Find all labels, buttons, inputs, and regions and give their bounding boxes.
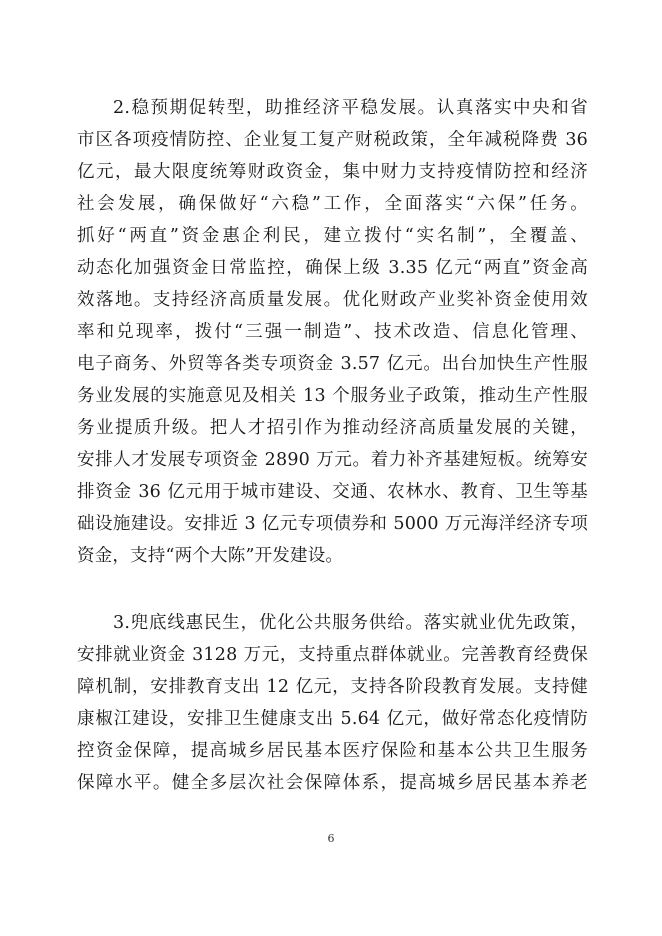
text-line: 抓好“两直”资金惠企利民，建立拨付“实名制”，全覆盖、 bbox=[77, 226, 588, 246]
text-line: 安排就业资金 3128 万元，支持重点群体就业。完善教育经费保 bbox=[77, 645, 588, 665]
text-line: 2.稳预期促转型，助推经济平稳发展。认真落实中央和省 bbox=[113, 98, 588, 118]
text-line: 资金，支持“两个大陈”开发建设。 bbox=[77, 546, 344, 566]
text-line: 务业发展的实施意见及相关 13 个服务业子政策，推动生产性服 bbox=[77, 386, 588, 406]
paragraph-livelihood bbox=[77, 607, 588, 799]
text-line: 3.兜底线惠民生，优化公共服务供给。落实就业优先政策， bbox=[113, 613, 588, 633]
text-line: 础设施建设。安排近 3 亿元专项债券和 5000 万元海洋经济专项 bbox=[77, 514, 588, 534]
text-line: 电子商务、外贸等各类专项资金 3.57 亿元。出台加快生产性服 bbox=[77, 354, 588, 374]
text-line: 安排人才发展专项资金 2890 万元。着力补齐基建短板。统筹安 bbox=[77, 450, 588, 470]
text-line: 市区各项疫情防控、企业复工复产财税政策，全年减税降费 36 bbox=[77, 130, 588, 150]
text-line: 率和兑现率，拨付“三强一制造”、技术改造、信息化管理、 bbox=[77, 322, 588, 342]
text-line: 社会发展，确保做好“六稳”工作，全面落实“六保”任务。 bbox=[77, 194, 588, 214]
text-line: 控资金保障，提高城乡居民基本医疗保险和基本公共卫生服务 bbox=[77, 741, 588, 761]
text-line: 亿元，最大限度统筹财政资金，集中财力支持疫情防控和经济 bbox=[77, 162, 588, 182]
paragraph-stabilize-expectations bbox=[77, 92, 588, 572]
text-line: 保障水平。健全多层次社会保障体系，提高城乡居民基本养老 bbox=[77, 773, 588, 793]
text-line: 动态化加强资金日常监控，确保上级 3.35 亿元“两直”资金高 bbox=[77, 258, 588, 278]
text-line: 排资金 36 亿元用于城市建设、交通、农林水、教育、卫生等基 bbox=[77, 482, 588, 502]
text-line: 效落地。支持经济高质量发展。优化财政产业奖补资金使用效 bbox=[77, 290, 588, 310]
text-line: 务业提质升级。把人才招引作为推动经济高质量发展的关键， bbox=[77, 418, 588, 438]
page-number: 6 bbox=[327, 832, 335, 845]
text-line: 障机制，安排教育支出 12 亿元，支持各阶段教育发展。支持健 bbox=[77, 677, 588, 697]
text-line: 康椒江建设，安排卫生健康支出 5.64 亿元，做好常态化疫情防 bbox=[77, 709, 588, 729]
